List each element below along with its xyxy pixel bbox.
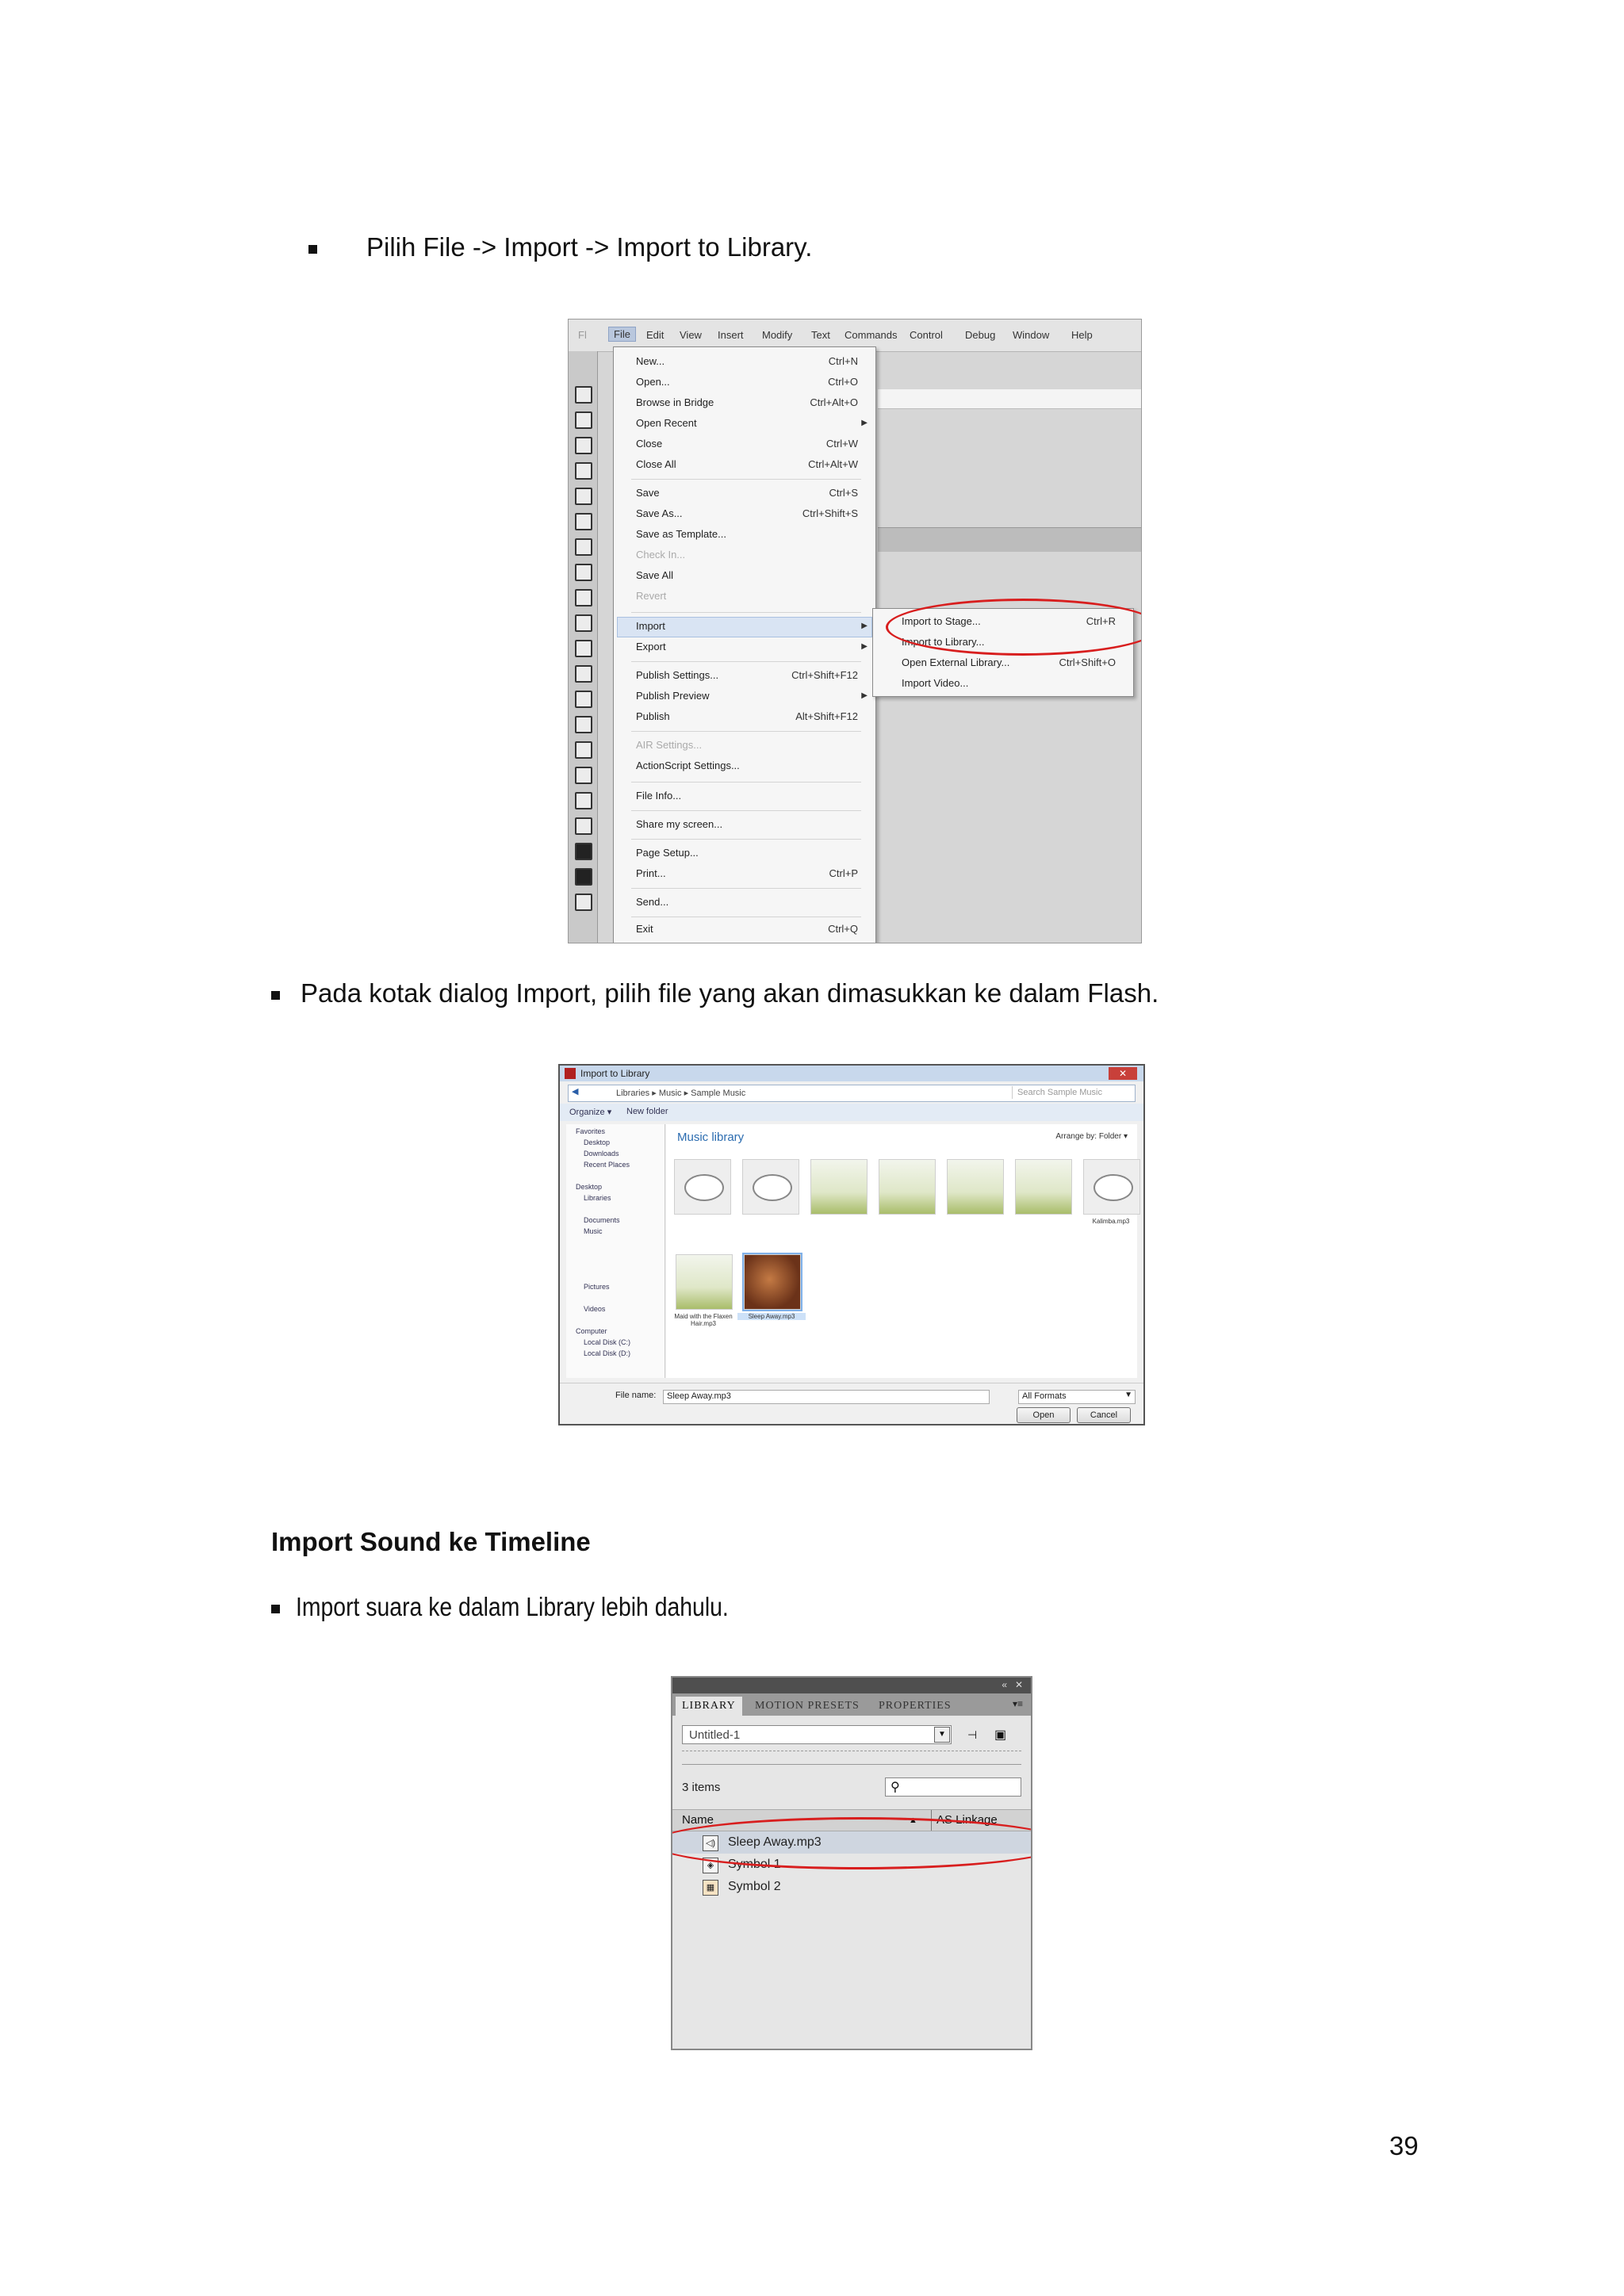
menu-separator xyxy=(631,810,861,811)
menu-separator xyxy=(631,888,861,889)
menu-item-save-as[interactable]: Save As... xyxy=(636,507,683,519)
panel-menu-icon[interactable]: ▾≡ xyxy=(1012,1698,1023,1709)
menu-item-save[interactable]: Save xyxy=(636,487,660,499)
menu-item-file-info[interactable]: File Info... xyxy=(636,790,682,802)
shortcut: Ctrl+W xyxy=(825,438,858,450)
menu-item-close[interactable]: Close xyxy=(636,438,663,450)
chevron-down-icon: ▼ xyxy=(1124,1391,1132,1399)
search-placeholder: Search Sample Music xyxy=(1017,1088,1102,1097)
transform-tool-icon[interactable] xyxy=(575,437,592,454)
filename-input[interactable] xyxy=(663,1390,990,1404)
menu-item-exit[interactable]: Exit xyxy=(636,923,653,935)
menu-file[interactable]: File xyxy=(608,327,636,342)
menu-item-import-video[interactable]: Import Video... xyxy=(902,677,969,689)
nav-item[interactable]: Pictures xyxy=(584,1283,610,1291)
file-menu-dropdown xyxy=(613,346,876,943)
line-tool-icon[interactable] xyxy=(575,564,592,581)
column-linkage[interactable]: AS Linkage xyxy=(931,1810,998,1831)
brush-tool-icon[interactable] xyxy=(575,640,592,657)
nav-item[interactable]: Recent Places xyxy=(584,1161,630,1169)
dialog-title: Import to Library xyxy=(580,1068,650,1079)
shortcut: Ctrl+R xyxy=(1086,615,1116,627)
menu-item-open[interactable]: Open... xyxy=(636,376,670,388)
organize-button[interactable]: Organize ▾ xyxy=(569,1108,612,1117)
pin-icon[interactable]: ⊣ xyxy=(967,1728,978,1741)
3d-rotation-tool-icon[interactable] xyxy=(575,462,592,480)
address-path: Libraries ▸ Music ▸ Sample Music xyxy=(616,1089,746,1098)
nav-item[interactable]: Favorites xyxy=(576,1127,606,1135)
close-icon[interactable]: ✕ xyxy=(1014,1679,1023,1690)
bullet-2-text: Pada kotak dialog Import, pilih file yang akan dimasukkan ke dalam Flash. xyxy=(301,978,1159,1008)
nav-item[interactable]: Computer xyxy=(576,1327,607,1335)
library-search-input[interactable] xyxy=(885,1777,1021,1797)
arrange-by[interactable]: Arrange by: Folder ▾ xyxy=(1055,1132,1128,1141)
selection-tool-icon[interactable] xyxy=(575,386,592,404)
menu-item-publish-preview[interactable]: Publish Preview xyxy=(636,690,710,702)
menu-item-page-setup[interactable]: Page Setup... xyxy=(636,847,699,859)
menu-separator xyxy=(631,661,861,662)
file-list xyxy=(666,1124,1137,1378)
tab-library[interactable]: LIBRARY xyxy=(676,1697,742,1716)
library-item-label: Symbol 1 xyxy=(728,1858,781,1871)
open-button[interactable]: Open xyxy=(1017,1407,1071,1423)
image-file-thumbnail[interactable] xyxy=(879,1159,936,1215)
menu-separator xyxy=(631,839,861,840)
app-logo-icon: Fl xyxy=(578,329,587,341)
lasso-tool-icon[interactable] xyxy=(575,488,592,505)
menu-item-publish-settings[interactable]: Publish Settings... xyxy=(636,669,719,681)
new-library-icon[interactable]: ▣ xyxy=(994,1728,1007,1742)
zoom-tool-icon[interactable] xyxy=(575,817,592,835)
shortcut: Ctrl+S xyxy=(829,487,858,499)
menu-separator xyxy=(631,731,861,732)
image-file-thumbnail[interactable] xyxy=(1015,1159,1072,1215)
search-box[interactable] xyxy=(1012,1086,1132,1099)
menu-insert[interactable]: Insert xyxy=(718,329,744,341)
highlight-oval xyxy=(886,599,1142,656)
shortcut: Alt+Shift+F12 xyxy=(795,710,858,722)
sort-arrow-icon: ▲ xyxy=(909,1816,917,1825)
menu-item-send[interactable]: Send... xyxy=(636,896,669,908)
shortcut: Ctrl+O xyxy=(828,376,858,388)
library-item-label: Symbol 2 xyxy=(728,1880,781,1893)
menu-item-check-in: Check In... xyxy=(636,549,686,561)
menu-item-open-recent[interactable]: Open Recent xyxy=(636,417,697,429)
menu-item-import-to-library[interactable]: Import to Library... xyxy=(902,636,985,648)
library-item-row[interactable] xyxy=(672,1876,1031,1898)
bullet-3 xyxy=(271,1591,799,1623)
sound-icon: ◁) xyxy=(703,1835,718,1851)
navigation-pane xyxy=(566,1124,665,1378)
cancel-button[interactable]: Cancel xyxy=(1077,1407,1131,1423)
panel-tabs xyxy=(672,1693,1031,1716)
highlight-oval xyxy=(671,1817,1032,1869)
eyedropper-tool-icon[interactable] xyxy=(575,741,592,759)
pen-tool-icon[interactable] xyxy=(575,513,592,530)
file-caption: Kalimba.mp3 xyxy=(1092,1218,1130,1225)
bullet-icon xyxy=(271,1605,280,1613)
library-panel-screenshot xyxy=(671,1676,1032,2050)
filetype-value: All Formats xyxy=(1022,1391,1067,1401)
submenu-arrow-icon: ▶ xyxy=(861,419,868,427)
shortcut: Ctrl+Q xyxy=(828,923,858,935)
bullet-1-text: Pilih File -> Import -> Import to Library. xyxy=(366,232,813,262)
nav-item[interactable]: Local Disk (D:) xyxy=(584,1349,631,1357)
dialog-titlebar xyxy=(560,1066,1143,1081)
shortcut: Ctrl+Shift+F12 xyxy=(791,669,858,681)
nav-item[interactable]: Libraries xyxy=(584,1194,611,1202)
filename-value: Sleep Away.mp3 xyxy=(667,1391,731,1401)
selected-music-file-thumbnail[interactable] xyxy=(744,1254,801,1310)
import-dialog-screenshot xyxy=(558,1064,1145,1425)
image-file-thumbnail[interactable] xyxy=(810,1159,868,1215)
bullet-1 xyxy=(308,232,812,263)
menu-separator xyxy=(631,782,861,783)
nav-item[interactable]: Music xyxy=(584,1227,603,1235)
menu-help[interactable]: Help xyxy=(1071,329,1093,341)
rectangle-tool-icon[interactable] xyxy=(575,589,592,607)
menu-separator xyxy=(631,479,861,480)
menu-item-print[interactable]: Print... xyxy=(636,867,666,879)
section-heading: Import Sound ke Timeline xyxy=(271,1527,591,1556)
panel-topbar xyxy=(672,1678,1031,1693)
stage-edit-bar xyxy=(878,389,1141,409)
bullet-2 xyxy=(271,978,1159,1009)
menu-item-air-settings: AIR Settings... xyxy=(636,739,703,751)
back-icon[interactable]: ◀ xyxy=(572,1087,579,1096)
nav-item[interactable]: Desktop xyxy=(584,1138,611,1146)
command-bar xyxy=(560,1104,1143,1121)
graphic-symbol-icon: ◈ xyxy=(703,1858,718,1873)
menu-item-open-external-library[interactable]: Open External Library... xyxy=(902,656,1010,668)
filename-label: File name: xyxy=(615,1391,657,1400)
shortcut: Ctrl+Shift+S xyxy=(802,507,858,519)
shortcut: Ctrl+Shift+O xyxy=(1059,656,1116,668)
tools-panel xyxy=(569,351,598,943)
nav-item[interactable]: Local Disk (C:) xyxy=(584,1338,631,1346)
menu-item-import-to-stage[interactable]: Import to Stage... xyxy=(902,615,981,627)
image-file-thumbnail[interactable] xyxy=(947,1159,1004,1215)
nav-item[interactable]: Documents xyxy=(584,1216,620,1224)
bone-tool-icon[interactable] xyxy=(575,691,592,708)
shortcut: Ctrl+P xyxy=(829,867,858,879)
document-select[interactable]: Untitled-1 xyxy=(682,1725,952,1744)
pencil-tool-icon[interactable] xyxy=(575,614,592,632)
subselection-tool-icon[interactable] xyxy=(575,411,592,429)
menu-separator xyxy=(631,916,861,917)
swap-colors-icon[interactable] xyxy=(575,894,592,911)
file-caption: Maid with the Flaxen Hair.mp3 xyxy=(674,1313,733,1327)
chevron-down-icon[interactable]: ▼ xyxy=(934,1727,950,1743)
menu-item-close-all[interactable]: Close All xyxy=(636,458,676,470)
library-title: Music library xyxy=(677,1131,745,1144)
nav-item[interactable]: Downloads xyxy=(584,1150,619,1158)
menu-control[interactable]: Control xyxy=(910,329,943,341)
music-file-thumbnail[interactable] xyxy=(1083,1159,1140,1215)
shortcut: Ctrl+Alt+W xyxy=(808,458,858,470)
tab-motion-presets[interactable]: MOTION PRESETS xyxy=(755,1700,860,1712)
submenu-arrow-icon: ▶ xyxy=(861,691,868,700)
movieclip-symbol-icon: ▦ xyxy=(703,1880,718,1896)
preview-strip xyxy=(682,1751,1021,1765)
search-icon: ⚲ xyxy=(891,1781,900,1794)
eraser-tool-icon[interactable] xyxy=(575,767,592,784)
nav-item[interactable]: Desktop xyxy=(576,1183,603,1191)
bullet-icon xyxy=(308,245,317,254)
stroke-color-icon[interactable] xyxy=(575,843,592,860)
menu-item-export[interactable]: Export xyxy=(636,641,666,652)
nav-item[interactable]: Videos xyxy=(584,1305,606,1313)
music-file-thumbnail[interactable] xyxy=(674,1159,731,1215)
menu-item-import[interactable]: Import xyxy=(636,620,665,632)
fill-color-icon[interactable] xyxy=(575,868,592,886)
menu-modify[interactable]: Modify xyxy=(762,329,793,341)
collapse-icon[interactable]: « xyxy=(1002,1679,1007,1690)
new-folder-button[interactable]: New folder xyxy=(626,1107,668,1116)
flash-file-menu-screenshot xyxy=(568,319,1142,943)
menu-commands[interactable]: Commands xyxy=(845,329,898,341)
shortcut: Ctrl+Alt+O xyxy=(810,396,858,408)
menu-item-publish[interactable]: Publish xyxy=(636,710,670,722)
music-file-thumbnail[interactable] xyxy=(742,1159,799,1215)
submenu-arrow-icon: ▶ xyxy=(861,642,868,651)
text-tool-icon[interactable] xyxy=(575,538,592,556)
menu-text[interactable]: Text xyxy=(811,329,830,341)
music-file-thumbnail[interactable] xyxy=(676,1254,733,1310)
menu-item-save-all[interactable]: Save All xyxy=(636,569,673,581)
menu-item-actionscript-settings[interactable]: ActionScript Settings... xyxy=(636,760,740,771)
menu-item-browse-bridge[interactable]: Browse in Bridge xyxy=(636,396,714,408)
timeline-strip xyxy=(878,527,1141,552)
menu-window[interactable]: Window xyxy=(1013,329,1050,341)
page-number: 39 xyxy=(1389,2131,1419,2160)
library-item-label: Sleep Away.mp3 xyxy=(728,1835,822,1849)
bullet-icon xyxy=(271,991,280,1000)
menu-item-share-screen[interactable]: Share my screen... xyxy=(636,818,723,830)
deco-tool-icon[interactable] xyxy=(575,665,592,683)
address-bar[interactable] xyxy=(568,1085,1136,1102)
filetype-select[interactable] xyxy=(1018,1390,1136,1404)
menu-item-revert: Revert xyxy=(636,590,667,602)
dialog-footer xyxy=(560,1383,1143,1425)
menu-separator xyxy=(631,612,861,613)
menu-item-save-template[interactable]: Save as Template... xyxy=(636,528,726,540)
shortcut: Ctrl+N xyxy=(828,355,858,367)
file-caption: Sleep Away.mp3 xyxy=(737,1313,806,1320)
close-icon[interactable]: ✕ xyxy=(1109,1067,1137,1080)
menu-view[interactable]: View xyxy=(680,329,702,341)
hand-tool-icon[interactable] xyxy=(575,792,592,809)
flash-app-icon xyxy=(565,1068,576,1079)
menu-debug[interactable]: Debug xyxy=(965,329,996,341)
tab-properties[interactable]: PROPERTIES xyxy=(879,1700,952,1712)
bullet-3-text: Import suara ke dalam Library lebih dahulu. xyxy=(296,1592,729,1621)
column-name[interactable]: Name xyxy=(682,1813,714,1827)
item-count: 3 items xyxy=(682,1781,721,1794)
menu-item-new[interactable]: New... xyxy=(636,355,665,367)
paint-bucket-tool-icon[interactable] xyxy=(575,716,592,733)
menu-edit[interactable]: Edit xyxy=(646,329,665,341)
submenu-arrow-icon: ▶ xyxy=(861,622,868,630)
